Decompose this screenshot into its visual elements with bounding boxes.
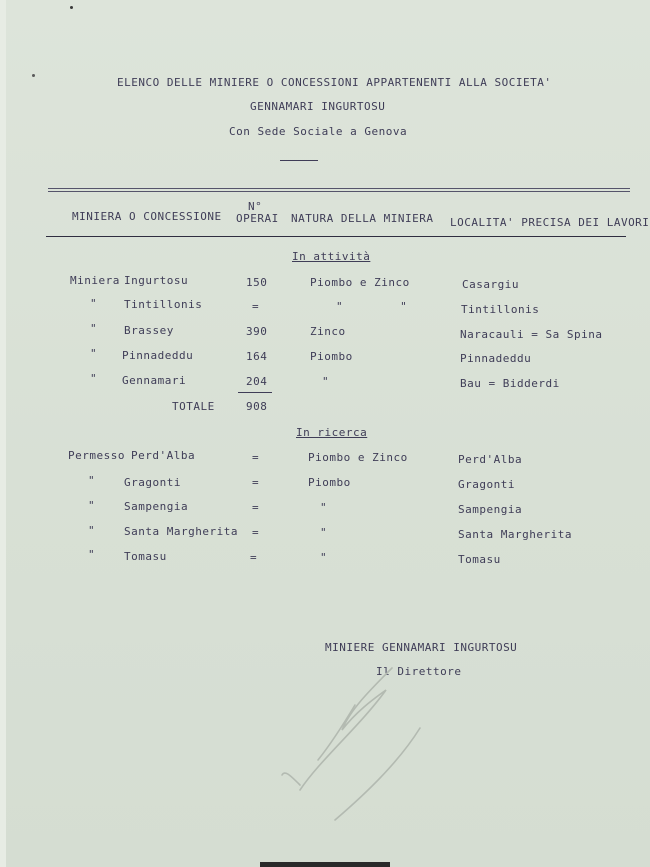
row-prefix: " bbox=[88, 548, 96, 561]
row-name: Gragonti bbox=[124, 476, 181, 489]
row-operai: = bbox=[252, 300, 260, 313]
col-miniera-header: MINIERA O CONCESSIONE bbox=[72, 210, 222, 223]
row-name: Perd'Alba bbox=[131, 449, 196, 462]
row-localita: Tomasu bbox=[458, 553, 501, 566]
row-localita: Perd'Alba bbox=[458, 453, 523, 466]
row-localita: Naracauli = Sa Spina bbox=[460, 328, 603, 341]
ink-speck bbox=[70, 6, 73, 9]
row-name: Pinnadeddu bbox=[122, 349, 194, 362]
row-natura: " bbox=[322, 375, 330, 388]
row-localita: Santa Margherita bbox=[458, 528, 572, 541]
row-name: Tintillonis bbox=[124, 298, 203, 311]
signature-stroke bbox=[335, 728, 420, 820]
row-natura: " bbox=[320, 551, 328, 564]
row-prefix: " bbox=[90, 372, 98, 385]
row-operai: = bbox=[252, 476, 260, 489]
row-operai: = bbox=[252, 526, 260, 539]
row-natura: " bbox=[320, 526, 328, 539]
totale-label: TOTALE bbox=[172, 400, 215, 413]
heading-line-3: Con Sede Sociale a Genova bbox=[229, 125, 408, 138]
signature-title: Il Direttore bbox=[376, 665, 462, 678]
row-operai: 204 bbox=[246, 375, 268, 388]
section-in-ricerca: In ricerca bbox=[296, 426, 368, 439]
row-operai: = bbox=[252, 451, 260, 464]
col-natura-header: NATURA DELLA MINIERA bbox=[291, 212, 434, 225]
row-operai: 164 bbox=[246, 350, 268, 363]
row-operai: 150 bbox=[246, 276, 268, 289]
row-localita: Sampengia bbox=[458, 503, 523, 516]
signature-stroke bbox=[300, 668, 392, 790]
ink-speck bbox=[32, 74, 35, 77]
row-prefix: " bbox=[90, 347, 98, 360]
row-prefix: Permesso bbox=[68, 449, 125, 462]
row-natura: " bbox=[320, 501, 328, 514]
col-operai-number-sign: N° bbox=[248, 200, 263, 213]
signature-company: MINIERE GENNAMARI INGURTOSU bbox=[325, 641, 518, 654]
row-natura: Piombo e Zinco bbox=[310, 276, 410, 289]
col-operai-header: OPERAI bbox=[236, 212, 279, 225]
row-name: Sampengia bbox=[124, 500, 189, 513]
row-localita: Pinnadeddu bbox=[460, 352, 532, 365]
row-localita: Casargiu bbox=[462, 278, 519, 291]
row-localita: Gragonti bbox=[458, 478, 515, 491]
row-prefix: " bbox=[88, 524, 96, 537]
row-operai: 390 bbox=[246, 325, 268, 338]
row-natura: Piombo bbox=[308, 476, 351, 489]
row-operai: = bbox=[252, 501, 260, 514]
row-localita: Bau = Bidderdi bbox=[460, 377, 560, 390]
row-natura: Zinco bbox=[310, 325, 346, 338]
row-prefix: " bbox=[88, 474, 96, 487]
row-natura: Piombo e Zinco bbox=[308, 451, 408, 464]
heading-line-2: GENNAMARI INGURTOSU bbox=[250, 100, 386, 113]
row-name: Santa Margherita bbox=[124, 525, 238, 538]
row-prefix: " bbox=[88, 499, 96, 512]
row-natura: " " bbox=[336, 300, 408, 313]
row-natura: Piombo bbox=[310, 350, 353, 363]
row-name: Brassey bbox=[124, 324, 174, 337]
row-localita: Tintillonis bbox=[461, 303, 540, 316]
heading-line-1: ELENCO DELLE MINIERE O CONCESSIONI APPARTENENTI ALLA SOCIETA' bbox=[117, 76, 552, 89]
row-prefix: Miniera bbox=[70, 274, 120, 287]
row-name: Gennamari bbox=[122, 374, 187, 387]
signature-stroke bbox=[282, 773, 300, 785]
row-name: Tomasu bbox=[124, 550, 167, 563]
col-localita-header: LOCALITA' PRECISA DEI LAVORI bbox=[450, 216, 650, 229]
row-prefix: " bbox=[90, 322, 98, 335]
row-prefix: " bbox=[90, 297, 98, 310]
row-operai: = bbox=[250, 551, 258, 564]
totale-value: 908 bbox=[246, 400, 268, 413]
row-name: Ingurtosu bbox=[124, 274, 189, 287]
section-in-attivita: In attività bbox=[292, 250, 371, 263]
